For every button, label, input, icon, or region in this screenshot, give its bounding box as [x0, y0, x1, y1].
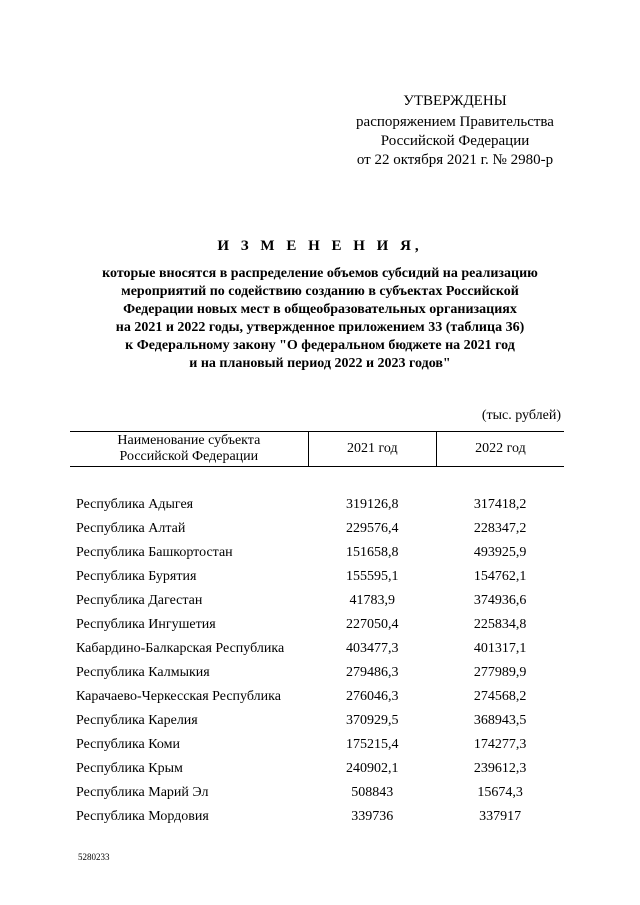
table-row	[70, 805, 564, 829]
row-value-2022: 277989,9	[473, 665, 527, 680]
units-label: (тыс. рублей)	[481, 408, 561, 423]
approval-title: УТВЕРЖДЕНЫ	[403, 93, 507, 109]
row-value-2022: 274568,2	[473, 689, 527, 704]
subsidy-table	[70, 431, 564, 829]
row-subject-name: Республика Алтай	[76, 521, 186, 536]
header-year-2021: 2021 год	[308, 432, 436, 467]
row-value-2021: 175215,4	[346, 737, 399, 752]
row-value-2021: 151658,8	[346, 545, 399, 560]
row-value-2021: 279486,3	[346, 665, 399, 680]
row-value-2022: 368943,5	[473, 713, 527, 728]
row-value-2021: 508843	[351, 785, 394, 800]
header-name-line-1: Наименование субъекта	[117, 433, 261, 448]
row-value-2021: 229576,4	[346, 521, 399, 536]
row-value-2022: 174277,3	[473, 737, 527, 752]
row-subject-name: Республика Марий Эл	[76, 785, 209, 800]
subsidy-table-container	[70, 431, 564, 829]
row-value-2021: 319126,8	[346, 497, 399, 512]
row-subject-name: Республика Крым	[76, 761, 183, 776]
row-subject-name: Республика Коми	[76, 737, 180, 752]
table-body	[70, 467, 564, 830]
row-value-2022: 225834,8	[473, 617, 527, 632]
header-year-2022: 2022 год	[436, 432, 564, 467]
subheading-line: и на плановый период 2022 и 2023 годов"	[189, 356, 451, 371]
row-value-2021: 339736	[351, 809, 394, 824]
table-row	[70, 565, 564, 589]
header-name-line-2: Российской Федерации	[119, 449, 259, 464]
row-value-2021: 155595,1	[346, 569, 399, 584]
row-value-2022: 154762,1	[473, 569, 527, 584]
row-value-2022: 374936,6	[473, 593, 527, 608]
table-row	[70, 781, 564, 805]
subheading-line: на 2021 и 2022 годы, утвержденное приложением 33 (таблица 36)	[115, 320, 525, 335]
table-row	[70, 613, 564, 637]
row-value-2021: 276046,3	[346, 689, 399, 704]
row-subject-name: Республика Дагестан	[76, 593, 203, 608]
table-row	[70, 661, 564, 685]
table-header-row	[70, 432, 564, 467]
table-row	[70, 637, 564, 661]
row-value-2022: 239612,3	[473, 761, 527, 776]
table-row	[70, 733, 564, 757]
row-subject-name: Республика Бурятия	[76, 569, 197, 584]
subheading-line: которые вносятся в распределение объемов субсидий на реализацию	[102, 266, 538, 281]
document-heading: И З М Е Н Е Н И Я,	[217, 238, 423, 254]
row-value-2021: 403477,3	[346, 641, 399, 656]
row-subject-name: Республика Башкортостан	[76, 545, 233, 560]
row-value-2022: 317418,2	[473, 497, 527, 512]
table-row	[70, 757, 564, 781]
row-value-2022: 15674,3	[477, 785, 523, 800]
subheading-line: мероприятий по содействию созданию в субъектах Российской	[121, 284, 519, 299]
row-subject-name: Республика Ингушетия	[76, 617, 216, 632]
row-subject-name: Карачаево-Черкесская Республика	[76, 689, 281, 704]
row-subject-name: Республика Мордовия	[76, 809, 209, 824]
subheading-line: к Федеральному закону "О федеральном бюджете на 2021 год	[125, 338, 515, 353]
row-value-2022: 228347,2	[473, 521, 527, 536]
approval-line-3: от 22 октября 2021 г. № 2980-р	[356, 152, 554, 168]
table-row	[70, 709, 564, 733]
table-row	[70, 467, 564, 518]
table-row	[70, 685, 564, 709]
table-row	[70, 541, 564, 565]
subheading-line: Федерации новых мест в общеобразовательных организациях	[123, 302, 517, 317]
row-value-2021: 370929,5	[346, 713, 399, 728]
row-value-2022: 401317,1	[473, 641, 527, 656]
approval-line-2: Российской Федерации	[380, 133, 530, 149]
row-value-2022: 493925,9	[473, 545, 527, 560]
footer-document-code: 5280233	[78, 852, 110, 862]
row-subject-name: Республика Карелия	[76, 713, 198, 728]
row-value-2021: 41783,9	[349, 593, 396, 608]
table-row	[70, 517, 564, 541]
row-value-2022: 337917	[479, 809, 522, 824]
row-subject-name: Республика Калмыкия	[76, 665, 210, 680]
document-subheading	[40, 265, 600, 373]
row-value-2021: 240902,1	[346, 761, 399, 776]
table-row	[70, 589, 564, 613]
row-subject-name: Кабардино-Балкарская Республика	[76, 641, 285, 656]
row-value-2021: 227050,4	[346, 617, 399, 632]
approval-block	[330, 92, 580, 170]
header-subject-name	[70, 432, 308, 467]
approval-line-1: распоряжением Правительства	[356, 114, 554, 130]
row-subject-name: Республика Адыгея	[76, 497, 194, 512]
